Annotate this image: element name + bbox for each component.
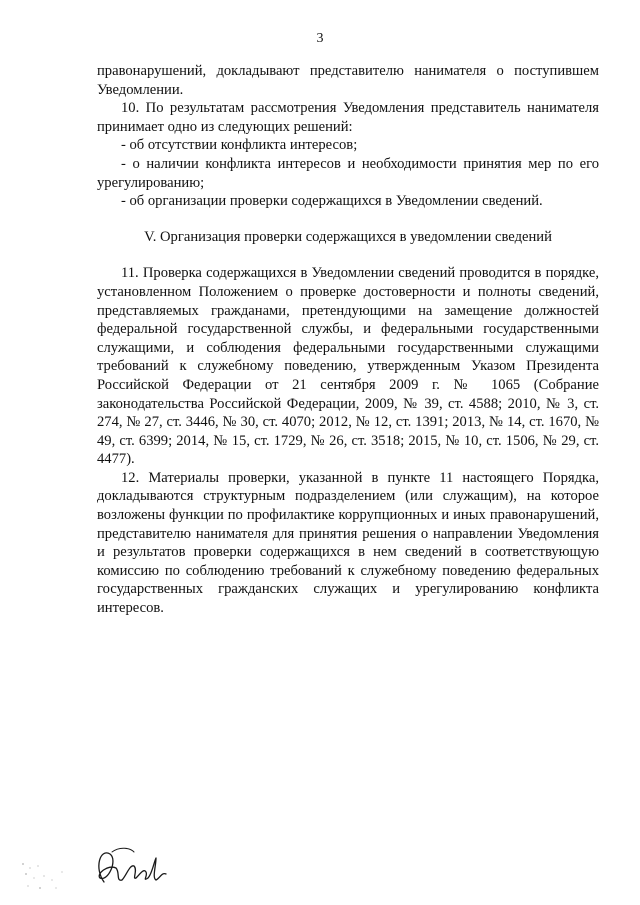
page-number: 3 [316, 31, 324, 46]
paragraph-10: 10. По результатам рассмотрения Уведомления представитель нанимателя принимает одно из следующих решений: [97, 100, 599, 135]
section-title: V. Организация проверки содержащихся в уведомлении сведений [144, 228, 552, 245]
handwritten-signature-icon [90, 838, 170, 896]
paragraph-11: 11. Проверка содержащихся в Уведомлении сведений проводится в порядке, установленном Положением о проверке достоверности и полноты сведений, представляемых гражданами, претендующими на замещение должностей федеральной государственной службы, и федеральными государственными служащими, и соблюдения федеральными государственными служащими требований к служебному поведению, утвержденным Указом Президента Российской Федерации от 21 сентября 2009 г. № 1065 (Собрание законодательства Российской Федерации, 2009, № 39, ст. 4588; 2010, № 3, ст. 274, № 27, ст. 3446, № 30, ст. 4070; 2012, № 12, ст. 1391; 2013, № 14, ст. 1670, № 49, ст. 6399; 2014, № 15, ст. 1729, № 26, ст. 3518; 2015, № 10, ст. 1506, № 29, ст. 4477). [97, 265, 599, 468]
paragraph-10-item-1: - об отсутствии конфликта интересов; [121, 137, 358, 154]
document-body [97, 62, 599, 618]
scan-artifact-marks [18, 858, 68, 898]
paragraph-10-item-2: - о наличии конфликта интересов и необходимости принятия мер по его урегулированию; [97, 155, 599, 191]
paragraph-10-item-3: - об организации проверки содержащихся в Уведомлении сведений. [121, 193, 543, 210]
paragraph-12: 12. Материалы проверки, указанной в пункте 11 настоящего Порядка, докладываются структурным подразделением (или служащим), на которое возложены функции по профилактике коррупционных и иных правонарушений, представителю нанимателя для принятия решения о направлении Уведомления и результатов проверки содержащихся в нем сведений в соответствующую комиссию по соблюдению требований к служебному поведению федеральных государственных гражданских служащих и урегулированию конфликта интересов. [97, 469, 599, 617]
paragraph-continuation: правонарушений, докладывают представителю нанимателя о поступившем Уведомлении. [97, 63, 599, 98]
